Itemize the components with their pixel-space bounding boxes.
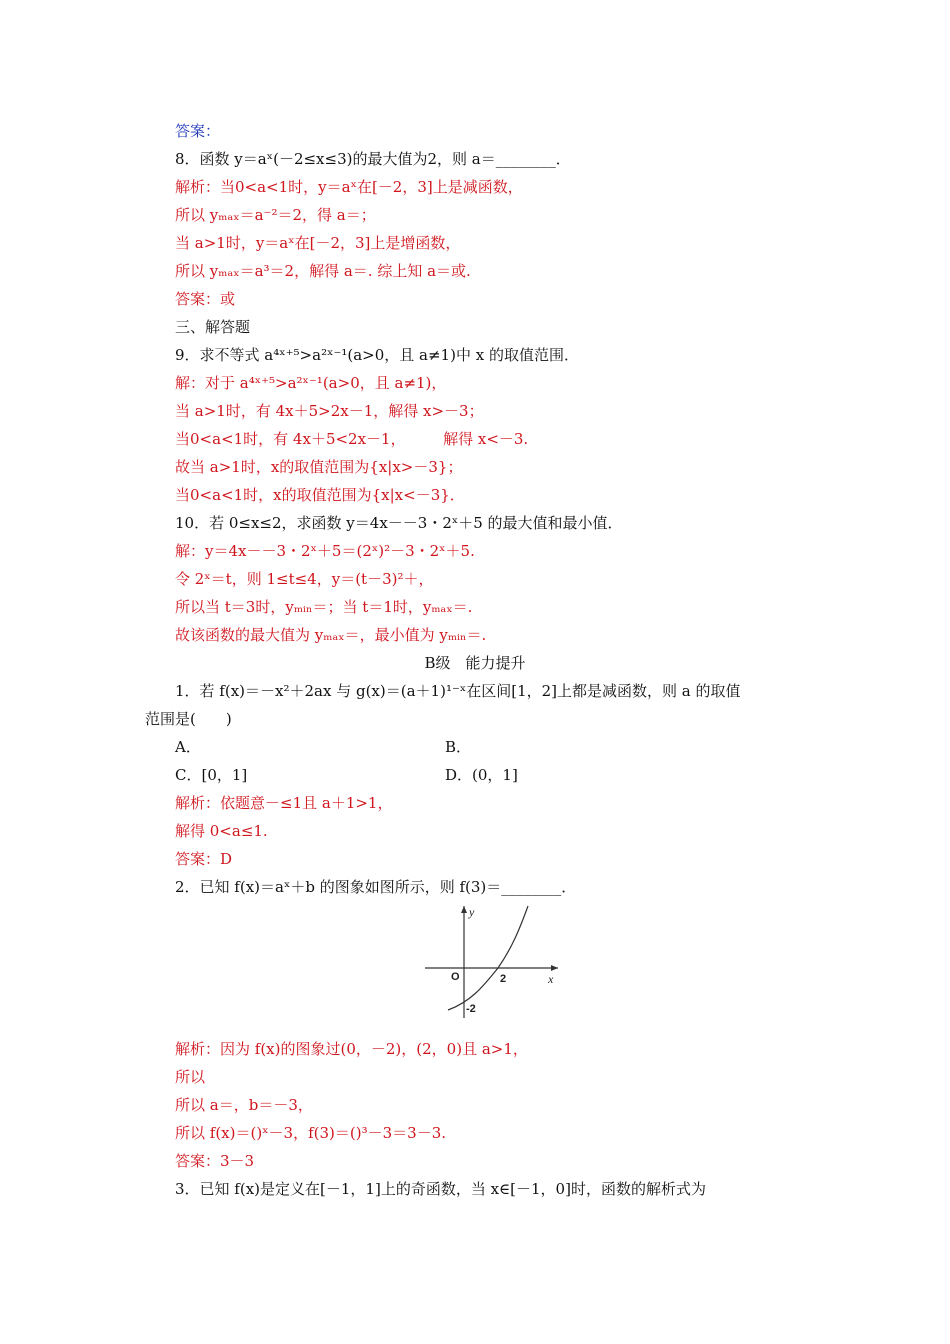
- q8-solution-line-2: 所以 yₘₐₓ＝a⁻²＝2，得 a＝；: [175, 206, 376, 224]
- b-question-1-cont: 范围是( ): [145, 710, 232, 728]
- question-10: 10．若 0≤x≤2，求函数 y＝4x－－3・2ˣ＋5 的最大值和最小值．: [175, 514, 623, 532]
- q9-solution-line-1: 解：对于 a⁴ˣ⁺⁵>a²ˣ⁻¹(a>0，且 a≠1)，: [175, 374, 447, 392]
- y-tick-label-neg2: -2: [466, 1003, 476, 1015]
- b-question-3: 3．已知 f(x)是定义在[－1，1]上的奇函数，当 x∈[－1，0]时，函数的解析式为: [175, 1180, 706, 1198]
- function-graph-figure: [420, 900, 565, 1025]
- q10-solution-line-2: 令 2ˣ＝t，则 1≤t≤4，y＝(t－3)²＋，: [175, 570, 434, 588]
- q8-solution-line-3: 当 a>1时，y＝aˣ在[－2，3]上是增函数，: [175, 234, 461, 252]
- option-b: B．: [445, 738, 472, 756]
- q8-answer: 答案：或: [175, 290, 236, 308]
- question-8: 8．函数 y＝aˣ(－2≤x≤3)的最大值为2，则 a＝________．: [175, 150, 571, 168]
- q9-solution-line-5: 当0<a<1时，x的取值范围为{x|x<－3}．: [175, 486, 465, 504]
- y-axis-label: y: [469, 905, 475, 919]
- q9-solution-line-2: 当 a>1时，有 4x＋5>2x－1，解得 x>－3；: [175, 402, 484, 420]
- b2-answer: 答案：3－3: [175, 1152, 255, 1170]
- b-question-2: 2．已知 f(x)＝aˣ＋b 的图象如图所示，则 f(3)＝________．: [175, 878, 577, 896]
- section-heading-b: B级 能力提升: [424, 654, 526, 672]
- b2-solution-line-4: 所以 f(x)＝()ˣ－3，f(3)＝()³－3＝3－3.: [175, 1124, 447, 1142]
- b2-solution-line-3: 所以 a＝，b＝－3，: [175, 1096, 313, 1114]
- x-axis-label: x: [548, 972, 554, 986]
- section-heading-3: 三、解答题: [175, 318, 251, 336]
- option-a: A．: [175, 738, 201, 756]
- b1-solution-line-2: 解得 0<a≤1.: [175, 822, 268, 840]
- q10-solution-line-1: 解：y＝4x－－3・2ˣ＋5＝(2ˣ)²－3・2ˣ＋5.: [175, 542, 475, 560]
- q9-solution-line-4: 故当 a>1时，x的取值范围为{x|x>－3}；: [175, 458, 463, 476]
- b-question-1: 1．若 f(x)＝－x²＋2ax 与 g(x)＝(a＋1)¹⁻ˣ在区间[1，2]上都是减函数，则 a 的取值: [175, 682, 741, 700]
- q9-solution-line-3: 当0<a<1时，有 4x＋5<2x－1， 解得 x<－3.: [175, 430, 529, 448]
- option-d: D．(0，1]: [445, 766, 518, 784]
- q10-solution-line-4: 故该函数的最大值为 yₘₐₓ＝，最小值为 yₘᵢₙ＝.: [175, 626, 487, 644]
- q8-solution-line-1: 解析：当0<a<1时，y＝aˣ在[－2，3]上是减函数，: [175, 178, 523, 196]
- q10-solution-line-3: 所以当 t＝3时，yₘᵢₙ＝；当 t＝1时，yₘₐₓ＝.: [175, 598, 473, 616]
- x-axis-arrow: [551, 965, 558, 971]
- b1-solution-line-1: 解析：依题意－≤1且 a＋1>1，: [175, 794, 393, 812]
- y-axis-arrow: [461, 906, 467, 913]
- function-curve: [448, 906, 528, 1010]
- q8-solution-line-4: 所以 yₘₐₓ＝a³＝2，解得 a＝. 综上知 a＝或.: [175, 262, 471, 280]
- answer-label-q7: 答案：: [175, 122, 221, 140]
- function-graph: [420, 900, 565, 1025]
- x-tick-label-2: 2: [500, 973, 507, 985]
- b2-solution-line-2: 所以: [175, 1068, 206, 1086]
- question-9: 9．求不等式 a⁴ˣ⁺⁵>a²ˣ⁻¹(a>0，且 a≠1)中 x 的取值范围．: [175, 346, 579, 364]
- b2-solution-line-1: 解析：因为 f(x)的图象过(0，－2)，(2，0)且 a>1，: [175, 1040, 528, 1058]
- b1-answer: 答案：D: [175, 850, 233, 868]
- origin-label: O: [451, 971, 460, 983]
- option-c: C．[0，1]: [175, 766, 248, 784]
